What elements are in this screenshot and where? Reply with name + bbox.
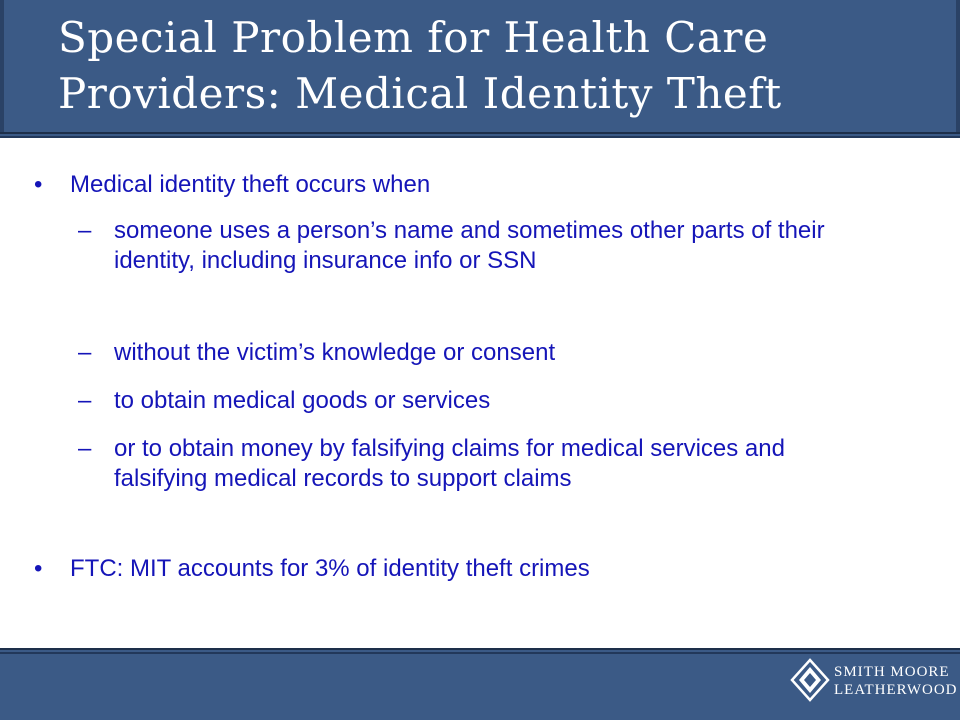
- logo-text-line-1: SMITH MOORE: [834, 664, 950, 680]
- dash-mark: –: [78, 435, 92, 462]
- header-edge-right: [956, 0, 960, 134]
- slide-title: [58, 10, 938, 122]
- sub-bullet-text: someone uses a person’s name and sometimes other parts of their identity, including insurance info or SSN: [114, 217, 825, 274]
- diamond-mark-icon: [790, 658, 830, 702]
- slide-title-line-2: Providers: Medical Identity Theft: [58, 69, 782, 118]
- bullet-mark: •: [34, 171, 43, 198]
- bullet-text: Medical identity theft occurs when: [70, 171, 431, 198]
- sub-bullet-text: without the victim’s knowledge or consent: [114, 339, 556, 366]
- dash-mark: –: [78, 217, 92, 244]
- sub-bullet-text: or to obtain money by falsifying claims for medical services and falsifying medical records to support claims: [114, 435, 785, 492]
- dash-mark: –: [78, 387, 92, 414]
- header-edge-left: [0, 0, 4, 134]
- sub-bullet-text: to obtain medical goods or services: [114, 387, 491, 414]
- bullet-mark: •: [34, 555, 43, 582]
- header-rule: [0, 132, 960, 134]
- slide-title-line-1: Special Problem for Health Care: [58, 13, 769, 62]
- dash-mark: –: [78, 339, 92, 366]
- header-rule-lower: [0, 136, 960, 138]
- footer-rule: [0, 648, 960, 650]
- footer-rule-lower: [0, 652, 960, 654]
- firm-logo: [790, 658, 958, 704]
- bullet-text: FTC: MIT accounts for 3% of identity theft crimes: [70, 555, 590, 582]
- logo-text-line-2: LEATHERWOOD: [834, 682, 958, 698]
